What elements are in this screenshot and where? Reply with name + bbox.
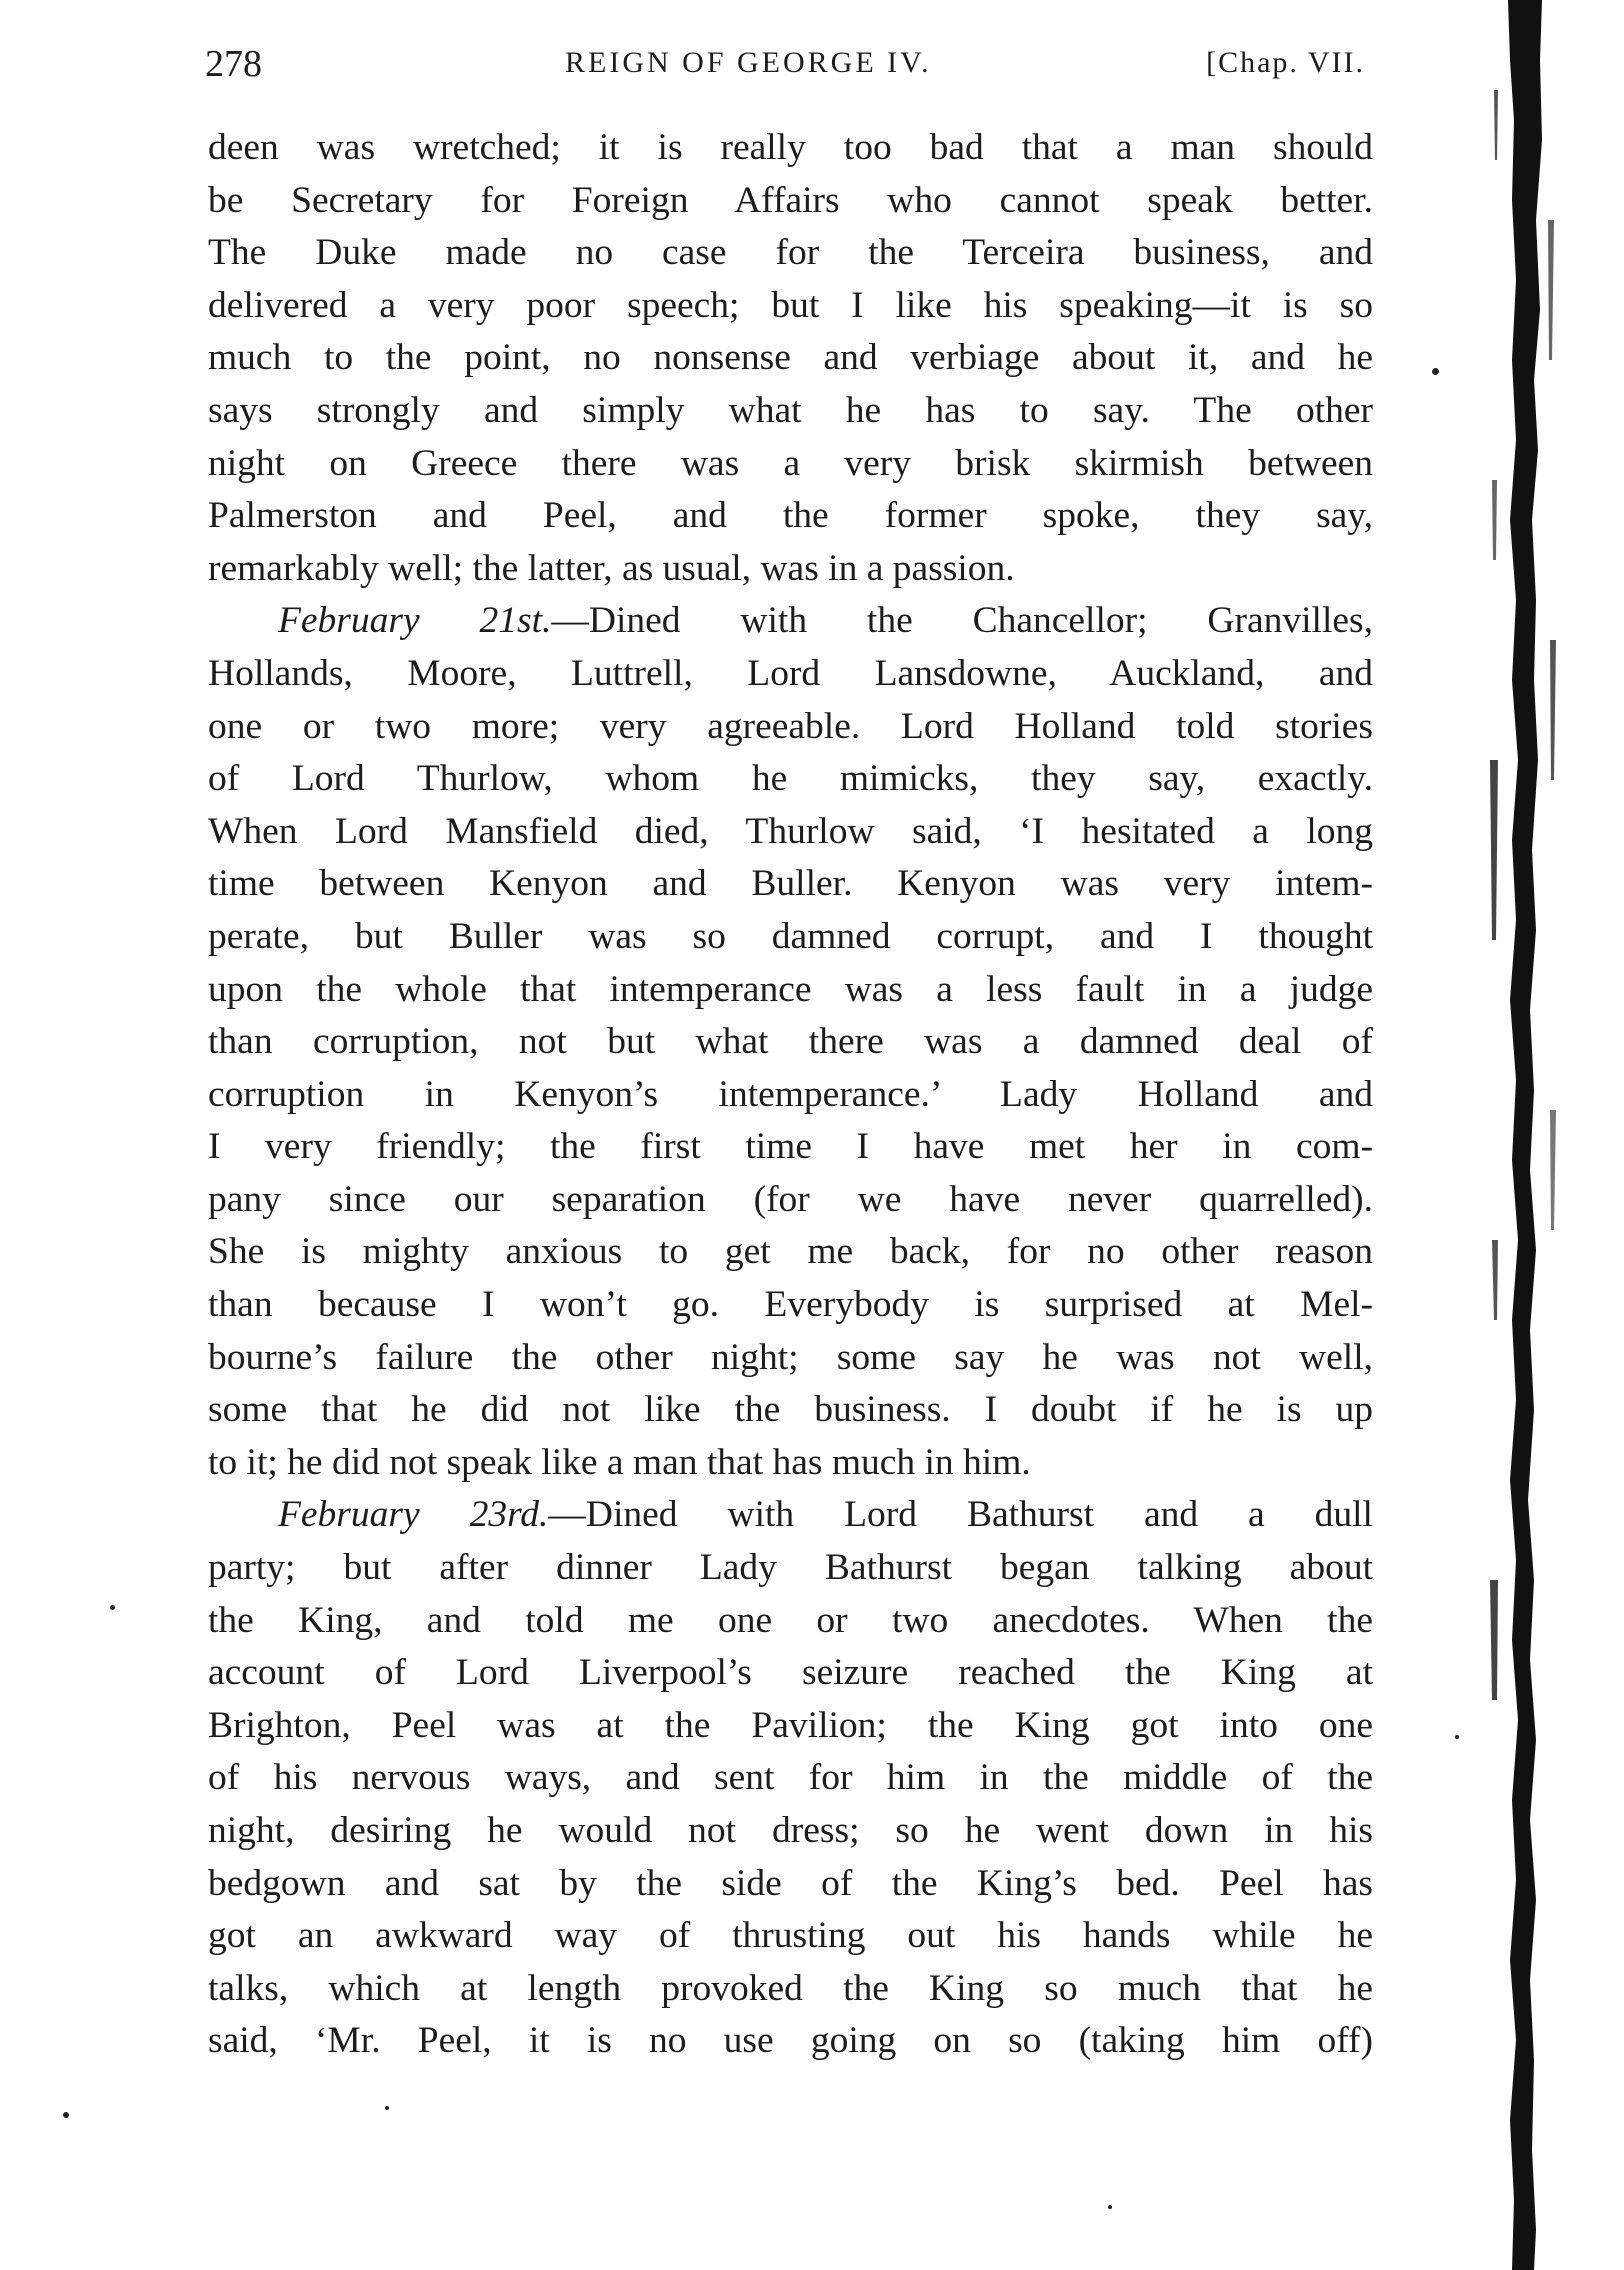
text-line: party; but after dinner Lady Bathurst began talking about <box>208 1547 1373 1589</box>
text-line: to it; he did not speak like a man that has much in him. <box>208 1441 1031 1483</box>
text-line: Brighton, Peel was at the Pavilion; the King got into one <box>208 1704 1373 1746</box>
text-line: remarkably well; the latter, as usual, was in a passion. <box>208 547 1015 589</box>
scan-speck <box>63 2112 69 2118</box>
text-line: deen was wretched; it is really too bad that a man should <box>208 127 1373 168</box>
running-title: REIGN OF GEORGE IV. <box>565 46 932 79</box>
text-line-first <box>208 1489 1373 1542</box>
text-line: Hollands, Moore, Luttrell, Lord Lansdowne, Auckland, and <box>208 652 1373 694</box>
text-line: When Lord Mansfield died, Thurlow said, ‘I hesitated a long <box>208 810 1373 852</box>
text-line: talks, which at length provoked the King so much that he <box>208 1967 1373 2009</box>
text-line-first <box>208 595 1373 648</box>
text-line: corruption in Kenyon’s intemperance.’ Lady Holland and <box>208 1073 1373 1115</box>
text-line: upon the whole that intemperance was a less fault in a judge <box>208 968 1373 1010</box>
scan-speck <box>1108 2205 1112 2209</box>
text-line: says strongly and simply what he has to say. The other <box>208 389 1373 431</box>
text-line: night, desiring he would not dress; so he went down in his <box>208 1810 1373 1851</box>
entry-text: —Dined with the Chancellor; Granvilles, <box>551 600 1373 642</box>
text-line: of Lord Thurlow, whom he mimicks, they say, exactly. <box>208 758 1373 800</box>
text-line: of his nervous ways, and sent for him in the middle of the <box>208 1757 1373 1799</box>
text-line: be Secretary for Foreign Affairs who cannot speak better. <box>208 179 1373 221</box>
running-header <box>205 38 1365 98</box>
entry-date: February 21st. <box>278 600 552 642</box>
text-line: The Duke made no case for the Terceira business, and <box>208 232 1373 274</box>
text-line: night on Greece there was a very brisk skirmish between <box>208 442 1373 484</box>
text-line: much to the point, no nonsense and verbiage about it, and he <box>208 337 1373 379</box>
text-line: bourne’s failure the other night; some say he was not well, <box>208 1336 1373 1378</box>
text-line: bedgown and sat by the side of the King’s bed. Peel has <box>208 1862 1373 1904</box>
diary-entry <box>208 595 1373 1489</box>
text-line: than corruption, not but what there was a damned deal of <box>208 1021 1373 1063</box>
scan-speck <box>1432 368 1439 375</box>
scan-speck <box>1455 1735 1459 1739</box>
text-line: some that he did not like the business. I doubt if he is up <box>208 1389 1373 1431</box>
text-line: account of Lord Liverpool’s seizure reached the King at <box>208 1652 1373 1694</box>
text-line: I very friendly; the first time I have met her in com- <box>208 1126 1373 1168</box>
entry-text: —Dined with Lord Bathurst and a dull <box>548 1494 1373 1536</box>
text-line: perate, but Buller was so damned corrupt, and I thought <box>208 915 1373 957</box>
body-text <box>208 122 1373 2068</box>
text-line: got an awkward way of thrusting out his hands while he <box>208 1915 1373 1957</box>
scan-binding-edge <box>1490 0 1580 2270</box>
scan-speck <box>385 2106 389 2110</box>
text-line: delivered a very poor speech; but I like his speaking—it is so <box>208 284 1373 326</box>
page-number: 278 <box>205 43 262 85</box>
text-line: Palmerston and Peel, and the former spoke, they say, <box>208 495 1373 537</box>
scan-speck <box>110 1605 115 1610</box>
text-line: pany since our separation (for we have never quarrelled). <box>208 1178 1373 1220</box>
text-line: than because I won’t go. Everybody is surprised at Mel- <box>208 1284 1373 1326</box>
entry-date: February 23rd. <box>278 1494 549 1536</box>
paragraph <box>208 122 1373 595</box>
chapter-reference: [Chap. VII. <box>1206 46 1365 79</box>
text-line: the King, and told me one or two anecdotes. When the <box>208 1599 1373 1641</box>
text-line: She is mighty anxious to get me back, for no other reason <box>208 1231 1373 1273</box>
diary-entry <box>208 1489 1373 2068</box>
text-line: said, ‘Mr. Peel, it is no use going on so (taking him off) <box>208 2020 1373 2062</box>
text-line: one or two more; very agreeable. Lord Holland told stories <box>208 705 1373 747</box>
text-line: time between Kenyon and Buller. Kenyon was very intem- <box>208 863 1373 905</box>
